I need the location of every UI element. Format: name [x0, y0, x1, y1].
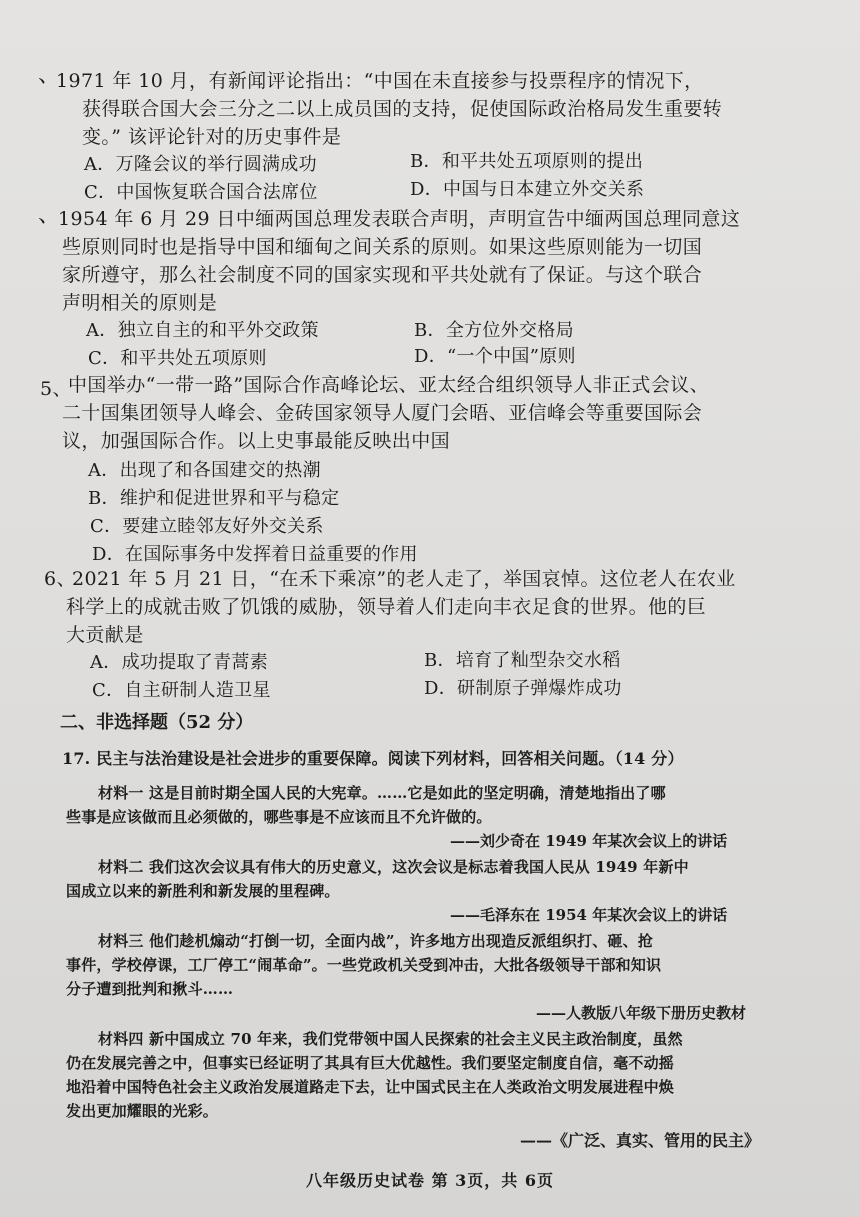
option-a: A．成功提取了青蒿素 — [90, 652, 268, 673]
material-source: ——《广泛、真实、管用的民主》 — [520, 1131, 761, 1150]
option-c: C．要建立睦邻友好外交关系 — [90, 516, 324, 537]
question-stem-line: 二十国集团领导人峰会、金砖国家领导人厦门会晤、亚信峰会等重要国际会 — [62, 402, 703, 424]
material-line: 事件，学校停课，工厂停工“闹革命”。一些党政机关受到冲击，大批各级领导干部和知识 — [66, 956, 662, 974]
material-line: 发出更加耀眼的光彩。 — [66, 1102, 219, 1120]
question-stem-line: 1971 年 10 月，有新闻评论指出：“中国在未直接参与投票程序的情况下， — [56, 70, 704, 92]
option-d: D．“一个中国”原则 — [414, 346, 576, 367]
material-line: 材料四 新中国成立 70 年来，我们党带领中国人民探索的社会主义民主政治制度，虽然 — [98, 1030, 683, 1048]
option-b: B．全方位外交格局 — [414, 320, 574, 341]
material-line: 材料一 这是目前时期全国人民的大宪章。……它是如此的坚定明确，清楚地指出了哪 — [98, 784, 666, 802]
question-stem-line: 1954 年 6 月 29 日中缅两国总理发表联合声明，声明宣告中缅两国总理同意这 — [58, 208, 741, 230]
question-number: 、 — [38, 63, 61, 88]
option-a: A．出现了和各国建交的热潮 — [88, 460, 321, 481]
question-stem-line: 大贡献是 — [66, 624, 144, 646]
question-stem-line: 获得联合国大会三分之二以上成员国的支持，促使国际政治格局发生重要转 — [82, 98, 723, 120]
material-line: 地沿着中国特色社会主义政治发展道路走下去，让中国式民主在人类政治文明发展进程中焕 — [66, 1078, 675, 1096]
option-c: C．中国恢复联合国合法席位 — [84, 182, 318, 203]
question-number: 5、 — [40, 378, 72, 400]
question-stem-line: 变。” 该评论针对的历史事件是 — [82, 126, 342, 148]
option-b: B．和平共处五项原则的提出 — [410, 151, 644, 172]
option-d: D．中国与日本建立外交关系 — [410, 179, 645, 200]
question-stem-line: 2021 年 5 月 21 日，“在禾下乘凉”的老人走了，举国哀悼。这位老人在农业 — [72, 568, 736, 590]
option-c: C．和平共处五项原则 — [88, 348, 267, 369]
page-footer: 八年级历史试卷 第 3页，共 6页 — [306, 1171, 554, 1190]
question-stem-line: 家所遵守，那么社会制度不同的国家实现和平共处就有了保证。与这个联合 — [62, 264, 703, 286]
material-line: 仍在发展完善之中，但事实已经证明了其具有巨大优越性。我们要坚定制度自信，毫不动摇 — [66, 1054, 675, 1072]
option-d: D．在国际事务中发挥着日益重要的作用 — [92, 544, 418, 565]
material-source: ——人教版八年级下册历史教材 — [536, 1004, 747, 1022]
option-d: D．研制原子弹爆炸成功 — [424, 678, 622, 699]
option-a: A．万隆会议的举行圆满成功 — [84, 154, 317, 175]
question-stem-line: 议，加强国际合作。以上史事最能反映出中国 — [62, 430, 451, 452]
material-source: ——毛泽东在 1954 年某次会议上的讲话 — [450, 906, 728, 924]
question-stem-line: 中国举办“一带一路”国际合作高峰论坛、亚太经合组织领导人非正式会议、 — [68, 374, 710, 396]
material-line: 材料三 他们趁机煽动“打倒一切，全面内战”，许多地方出现造反派组织打、砸、抢 — [98, 932, 654, 950]
question-stem-line: 些原则同时也是指导中国和缅甸之间关系的原则。如果这些原则能为一切国 — [62, 236, 703, 258]
material-source: ——刘少奇在 1949 年某次会议上的讲话 — [450, 832, 728, 850]
question-stem-line: 科学上的成就击败了饥饿的威胁，领导着人们走向丰衣足食的世界。他的巨 — [66, 596, 707, 618]
question-number: 6、 — [44, 568, 76, 590]
section-heading: 二、非选择题（52 分） — [60, 712, 254, 733]
option-b: B．培育了籼型杂交水稻 — [424, 650, 621, 671]
option-a: A．独立自主的和平外交政策 — [86, 320, 319, 341]
question-stem: 17. 民主与法治建设是社会进步的重要保障。阅读下列材料，回答相关问题。（14 分） — [62, 749, 684, 768]
question-stem-line: 声明相关的原则是 — [62, 292, 218, 314]
option-b: B．维护和促进世界和平与稳定 — [88, 488, 340, 509]
material-line: 材料二 我们这次会议具有伟大的历史意义，这次会议是标志着我国人民从 1949 年新中 — [98, 858, 689, 876]
material-line: 国成立以来的新胜利和新发展的里程碑。 — [66, 882, 340, 900]
option-c: C．自主研制人造卫星 — [92, 680, 271, 701]
question-number: 、 — [38, 203, 61, 228]
material-line: 些事是应该做而且必须做的，哪些事是不应该而且不允许做的。 — [66, 808, 492, 826]
material-line: 分子遭到批判和揪斗…… — [66, 980, 234, 998]
